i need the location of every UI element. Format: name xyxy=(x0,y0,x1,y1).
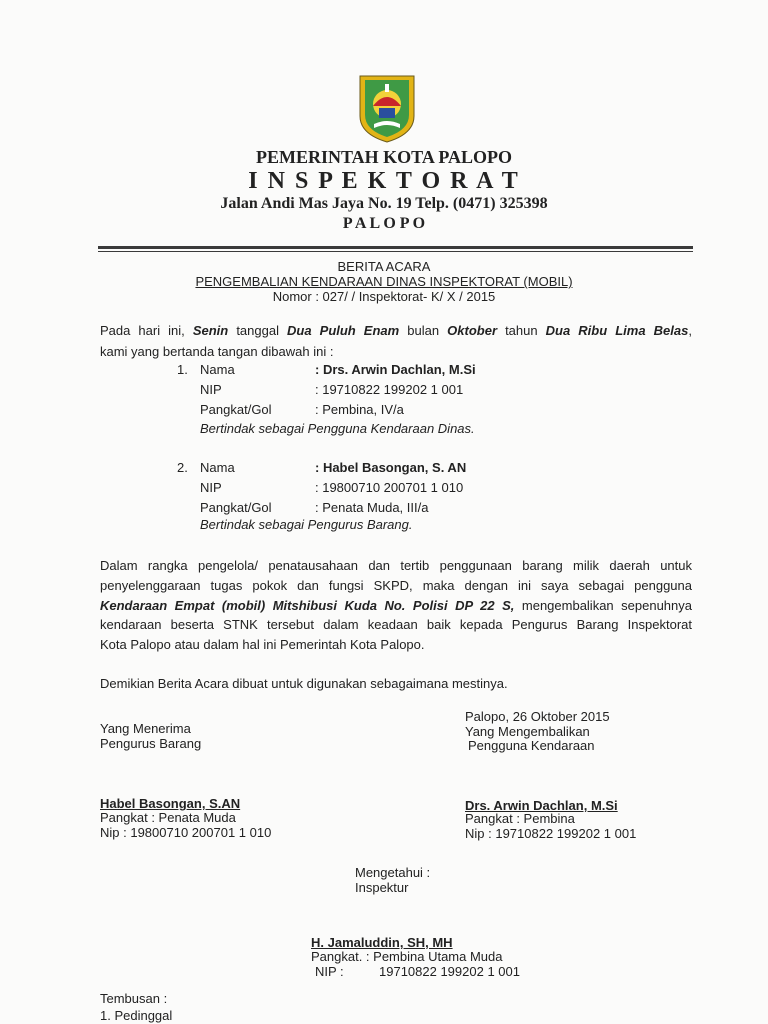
nip-label: NIP xyxy=(200,382,222,397)
body-line-vehicle: Kendaraan Empat (mobil) Mitshibusi Kuda No. Polisi DP 22 S, mengembalikan sepenuhnya xyxy=(100,598,692,613)
rank-label: Pangkat/Gol xyxy=(200,402,272,417)
party-number: 2. xyxy=(177,460,188,475)
place-date: Palopo, 26 Oktober 2015 xyxy=(465,709,610,724)
body-line: Dalam rangka pengelola/ penatausahaan dan tertib penggunaan barang milik daerah untuk xyxy=(100,558,692,573)
cc-label: Tembusan : xyxy=(100,991,168,1006)
nip-label: NIP xyxy=(200,480,222,495)
city-emblem-icon xyxy=(356,74,418,144)
inspector-nip-label: NIP : xyxy=(315,964,344,979)
name-label: Nama xyxy=(200,362,235,377)
party-rank: : Penata Muda, III/a xyxy=(315,500,429,515)
receiver-name: Habel Basongan, S.AN xyxy=(100,796,241,811)
body-line: penyelenggaraan tugas pokok dan fungsi SKPD, maka dengan ini saya sebagai pengguna xyxy=(100,578,692,593)
returner-name: Drs. Arwin Dachlan, M.Si xyxy=(465,798,618,813)
rank-label: Pangkat/Gol xyxy=(200,500,272,515)
receiver-role: Pengurus Barang xyxy=(100,736,202,751)
receiver-label: Yang Menerima xyxy=(100,721,191,736)
opening-line-2: kami yang bertanda tangan dibawah ini : xyxy=(100,344,334,359)
receiver-nip: Nip : 19800710 200701 1 010 xyxy=(100,825,272,840)
opening-line: Pada hari ini, Senin tanggal Dua Puluh Enam bulan Oktober tahun Dua Ribu Lima Belas, xyxy=(100,323,692,338)
inspector-rank: Pangkat. : Pembina Utama Muda xyxy=(311,949,503,964)
returner-nip: Nip : 19710822 199202 1 001 xyxy=(465,826,637,841)
returner-label: Yang Mengembalikan xyxy=(465,724,590,739)
inspector-nip: 19710822 199202 1 001 xyxy=(379,964,520,979)
letterhead-rule-thin xyxy=(98,251,693,252)
returner-role: Pengguna Kendaraan xyxy=(468,738,595,753)
party-name: : Habel Basongan, S. AN xyxy=(315,460,467,475)
address: Jalan Andi Mas Jaya No. 19 Telp. (0471) 325398 xyxy=(220,195,548,212)
party-role: Bertindak sebagai Pengurus Barang. xyxy=(200,517,413,532)
body-line: Kota Palopo atau dalam hal ini Pemerintah Kota Palopo. xyxy=(100,637,425,652)
party-number: 1. xyxy=(177,362,188,377)
name-label: Nama xyxy=(200,460,235,475)
body-line: kendaraan beserta STNK tersebut dalam keadaan baik kepada Pengurus Barang Inspektorat xyxy=(100,617,692,632)
letterhead-rule-thick xyxy=(98,246,693,249)
government-name: PEMERINTAH KOTA PALOPO xyxy=(255,147,512,167)
document-subtitle: PENGEMBALIAN KENDARAAN DINAS INSPEKTORAT (MOBIL) xyxy=(195,274,573,289)
returner-rank: Pangkat : Pembina xyxy=(465,811,575,826)
party-name: : Drs. Arwin Dachlan, M.Si xyxy=(315,362,476,377)
party-role: Bertindak sebagai Pengguna Kendaraan Dinas. xyxy=(200,421,475,436)
receiver-rank: Pangkat : Penata Muda xyxy=(100,810,236,825)
party-rank: : Pembina, IV/a xyxy=(315,402,404,417)
city-name: P A L O P O xyxy=(342,215,426,232)
agency-name: I N S P E K T O R A T xyxy=(248,168,520,194)
inspector-name: H. Jamaluddin, SH, MH xyxy=(311,935,453,950)
party-nip: : 19710822 199202 1 001 xyxy=(315,382,464,397)
closing-statement: Demikian Berita Acara dibuat untuk digunakan sebagaimana mestinya. xyxy=(100,676,508,691)
document-number: Nomor : 027/ / Inspektorat- K/ X / 2015 xyxy=(272,289,496,304)
acknowledged-label: Mengetahui : xyxy=(355,865,431,880)
party-nip: : 19800710 200701 1 010 xyxy=(315,480,464,495)
inspector-role: Inspektur xyxy=(355,880,409,895)
cc-item: 1. Pedinggal xyxy=(100,1008,173,1023)
document-title: BERITA ACARA xyxy=(337,259,431,274)
